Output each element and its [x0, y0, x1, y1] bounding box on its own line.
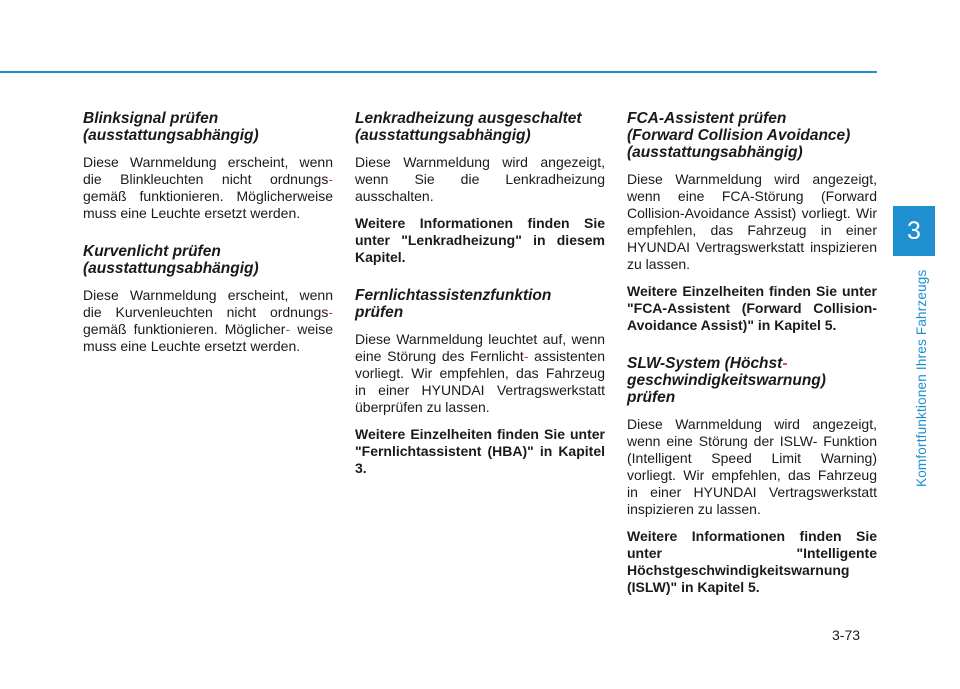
- text-line: Diese Warnmeldung wird angezeigt,: [355, 154, 605, 170]
- text-line: Diese Warnmeldung wird angezeigt,: [627, 171, 877, 187]
- message-description: [355, 331, 605, 416]
- hyphen-mark: -: [328, 304, 333, 320]
- heading-line: SLW-System (Höchst: [627, 355, 783, 372]
- reference-note: [627, 283, 877, 334]
- text-line: gemäß funktionieren. Möglicherweise: [83, 188, 333, 204]
- hyphen-mark: -: [328, 171, 333, 187]
- heading-line: geschwindigkeitswarnung) prüfen: [627, 372, 826, 406]
- reference-note: [355, 215, 605, 266]
- message-section: [355, 287, 605, 477]
- header-rule: [0, 71, 877, 73]
- text-line: Diese Warnmeldung erscheint, wenn: [83, 154, 333, 170]
- text-line: lassen.: [716, 501, 761, 517]
- text-line: wenn eine Störung des Fernlicht: [355, 331, 606, 364]
- section-heading: [355, 287, 605, 321]
- text-line: einer HYUNDAI Vertragswerkstatt: [627, 222, 877, 255]
- text-line: unter "Fernlichtassistent (HBA)": [355, 426, 605, 459]
- message-section: [355, 110, 605, 266]
- text-line: die Blinkleuchten nicht ordnungs: [83, 171, 329, 187]
- text-line: Vertragswerkstatt überprüfen zu: [355, 382, 605, 415]
- section-heading: [83, 243, 333, 277]
- text-line: wenn eine Störung der ISLW-: [627, 433, 818, 449]
- heading-line: (ausstattungsabhängig): [83, 127, 259, 144]
- text-line: das Fahrzeug in einer HYUNDAI: [627, 467, 877, 500]
- text-line: Collision-Avoidance Assist)" in: [627, 300, 878, 333]
- text-line: werden.: [250, 338, 301, 354]
- heading-line: Fernlichtassistenzfunktion: [355, 287, 552, 304]
- text-line: Funktion (Intelligent Speed Limit: [627, 433, 877, 466]
- text-line: Vertragswerkstatt inspizieren zu: [627, 484, 877, 517]
- text-line: unter "FCA-Assistent (Forward: [627, 283, 877, 316]
- text-line: wenn eine FCA-Störung (Forward: [627, 188, 877, 204]
- text-line: Kapitel 5.: [774, 317, 837, 333]
- text-line: Diese Warnmeldung leuchtet auf,: [355, 331, 567, 347]
- message-description: [83, 287, 333, 355]
- message-section: [83, 110, 333, 222]
- text-line: unter "Lenkradheizung" in diesem: [355, 232, 605, 248]
- text-line: Weitere Einzelheiten finden Sie: [627, 283, 837, 299]
- section-heading: [355, 110, 605, 144]
- text-line: Warning) vorliegt. Wir empfehlen,: [627, 450, 878, 483]
- text-line: lassen.: [445, 399, 490, 415]
- text-line: die Kurvenleuchten nicht ordnungs: [83, 304, 329, 320]
- heading-line: (ausstattungsabhängig): [83, 260, 259, 277]
- text-line: Kapitel.: [355, 249, 406, 265]
- hyphen-mark: -: [285, 321, 291, 337]
- page-number: 3-73: [832, 627, 861, 643]
- section-heading: [627, 355, 877, 406]
- text-line: unter "Intelligente: [627, 545, 877, 561]
- text-line: Höchstgeschwindigkeitswarnung: [627, 562, 850, 578]
- heading-line: Lenkradheizung ausgeschaltet: [355, 110, 582, 127]
- chapter-number-tab: 3: [893, 206, 935, 256]
- text-line: Wir empfehlen, das Fahrzeug in: [627, 205, 878, 238]
- text-line: wenn Sie die Lenkradheizung: [355, 171, 605, 187]
- heading-line: Kurvenlicht prüfen: [83, 243, 221, 260]
- text-line: (ISLW)" in Kapitel 5.: [627, 579, 760, 595]
- text-line: Weitere Einzelheiten finden Sie: [355, 426, 565, 442]
- message-description: [355, 154, 605, 205]
- text-line: Weitere Informationen finden Sie: [627, 528, 877, 544]
- text-line: gemäß funktionieren. Möglicher: [83, 321, 286, 337]
- text-line: Diese Warnmeldung erscheint, wenn: [83, 287, 333, 303]
- message-description: [83, 154, 333, 222]
- text-line: Diese Warnmeldung wird angezeigt,: [627, 416, 877, 432]
- message-section: [627, 355, 877, 596]
- heading-line: prüfen: [355, 304, 404, 321]
- section-heading: [627, 110, 877, 161]
- reference-note: [355, 426, 605, 477]
- text-line: ausschalten.: [355, 188, 434, 204]
- chapter-title-vertical: Komfortfunktionen Ihres Fahrzeugs: [914, 269, 929, 487]
- text-line: inspizieren zu lassen.: [627, 239, 877, 272]
- text-line: in Kapitel 3.: [355, 443, 606, 476]
- heading-line: Blinksignal prüfen: [83, 110, 219, 127]
- heading-line: (ausstattungsabhängig): [355, 127, 531, 144]
- text-line: muss eine Leuchte ersetzt werden.: [83, 205, 301, 221]
- heading-line: (ausstattungsabhängig): [627, 144, 803, 161]
- message-section: [83, 243, 333, 355]
- message-description: [627, 171, 877, 273]
- text-line: assistenten vorliegt. Wir empfehlen,: [355, 348, 605, 381]
- text-column-right: [627, 110, 877, 617]
- text-line: Weitere Informationen finden Sie: [355, 215, 605, 231]
- text-line: Collision-Avoidance Assist) vorliegt.: [627, 205, 851, 221]
- hyphen-mark: -: [523, 348, 529, 364]
- heading-line: (Forward Collision Avoidance): [627, 127, 851, 144]
- message-section: [627, 110, 877, 334]
- reference-note: [627, 528, 877, 596]
- section-heading: [83, 110, 333, 144]
- text-column-middle: [355, 110, 605, 498]
- heading-line: FCA-Assistent prüfen: [627, 110, 787, 127]
- text-line: das Fahrzeug in einer HYUNDAI: [355, 365, 605, 398]
- text-column-left: [83, 110, 333, 376]
- hyphen-mark: -: [782, 355, 788, 372]
- message-description: [627, 416, 877, 518]
- text-line: weise muss eine Leuchte ersetzt: [83, 321, 333, 354]
